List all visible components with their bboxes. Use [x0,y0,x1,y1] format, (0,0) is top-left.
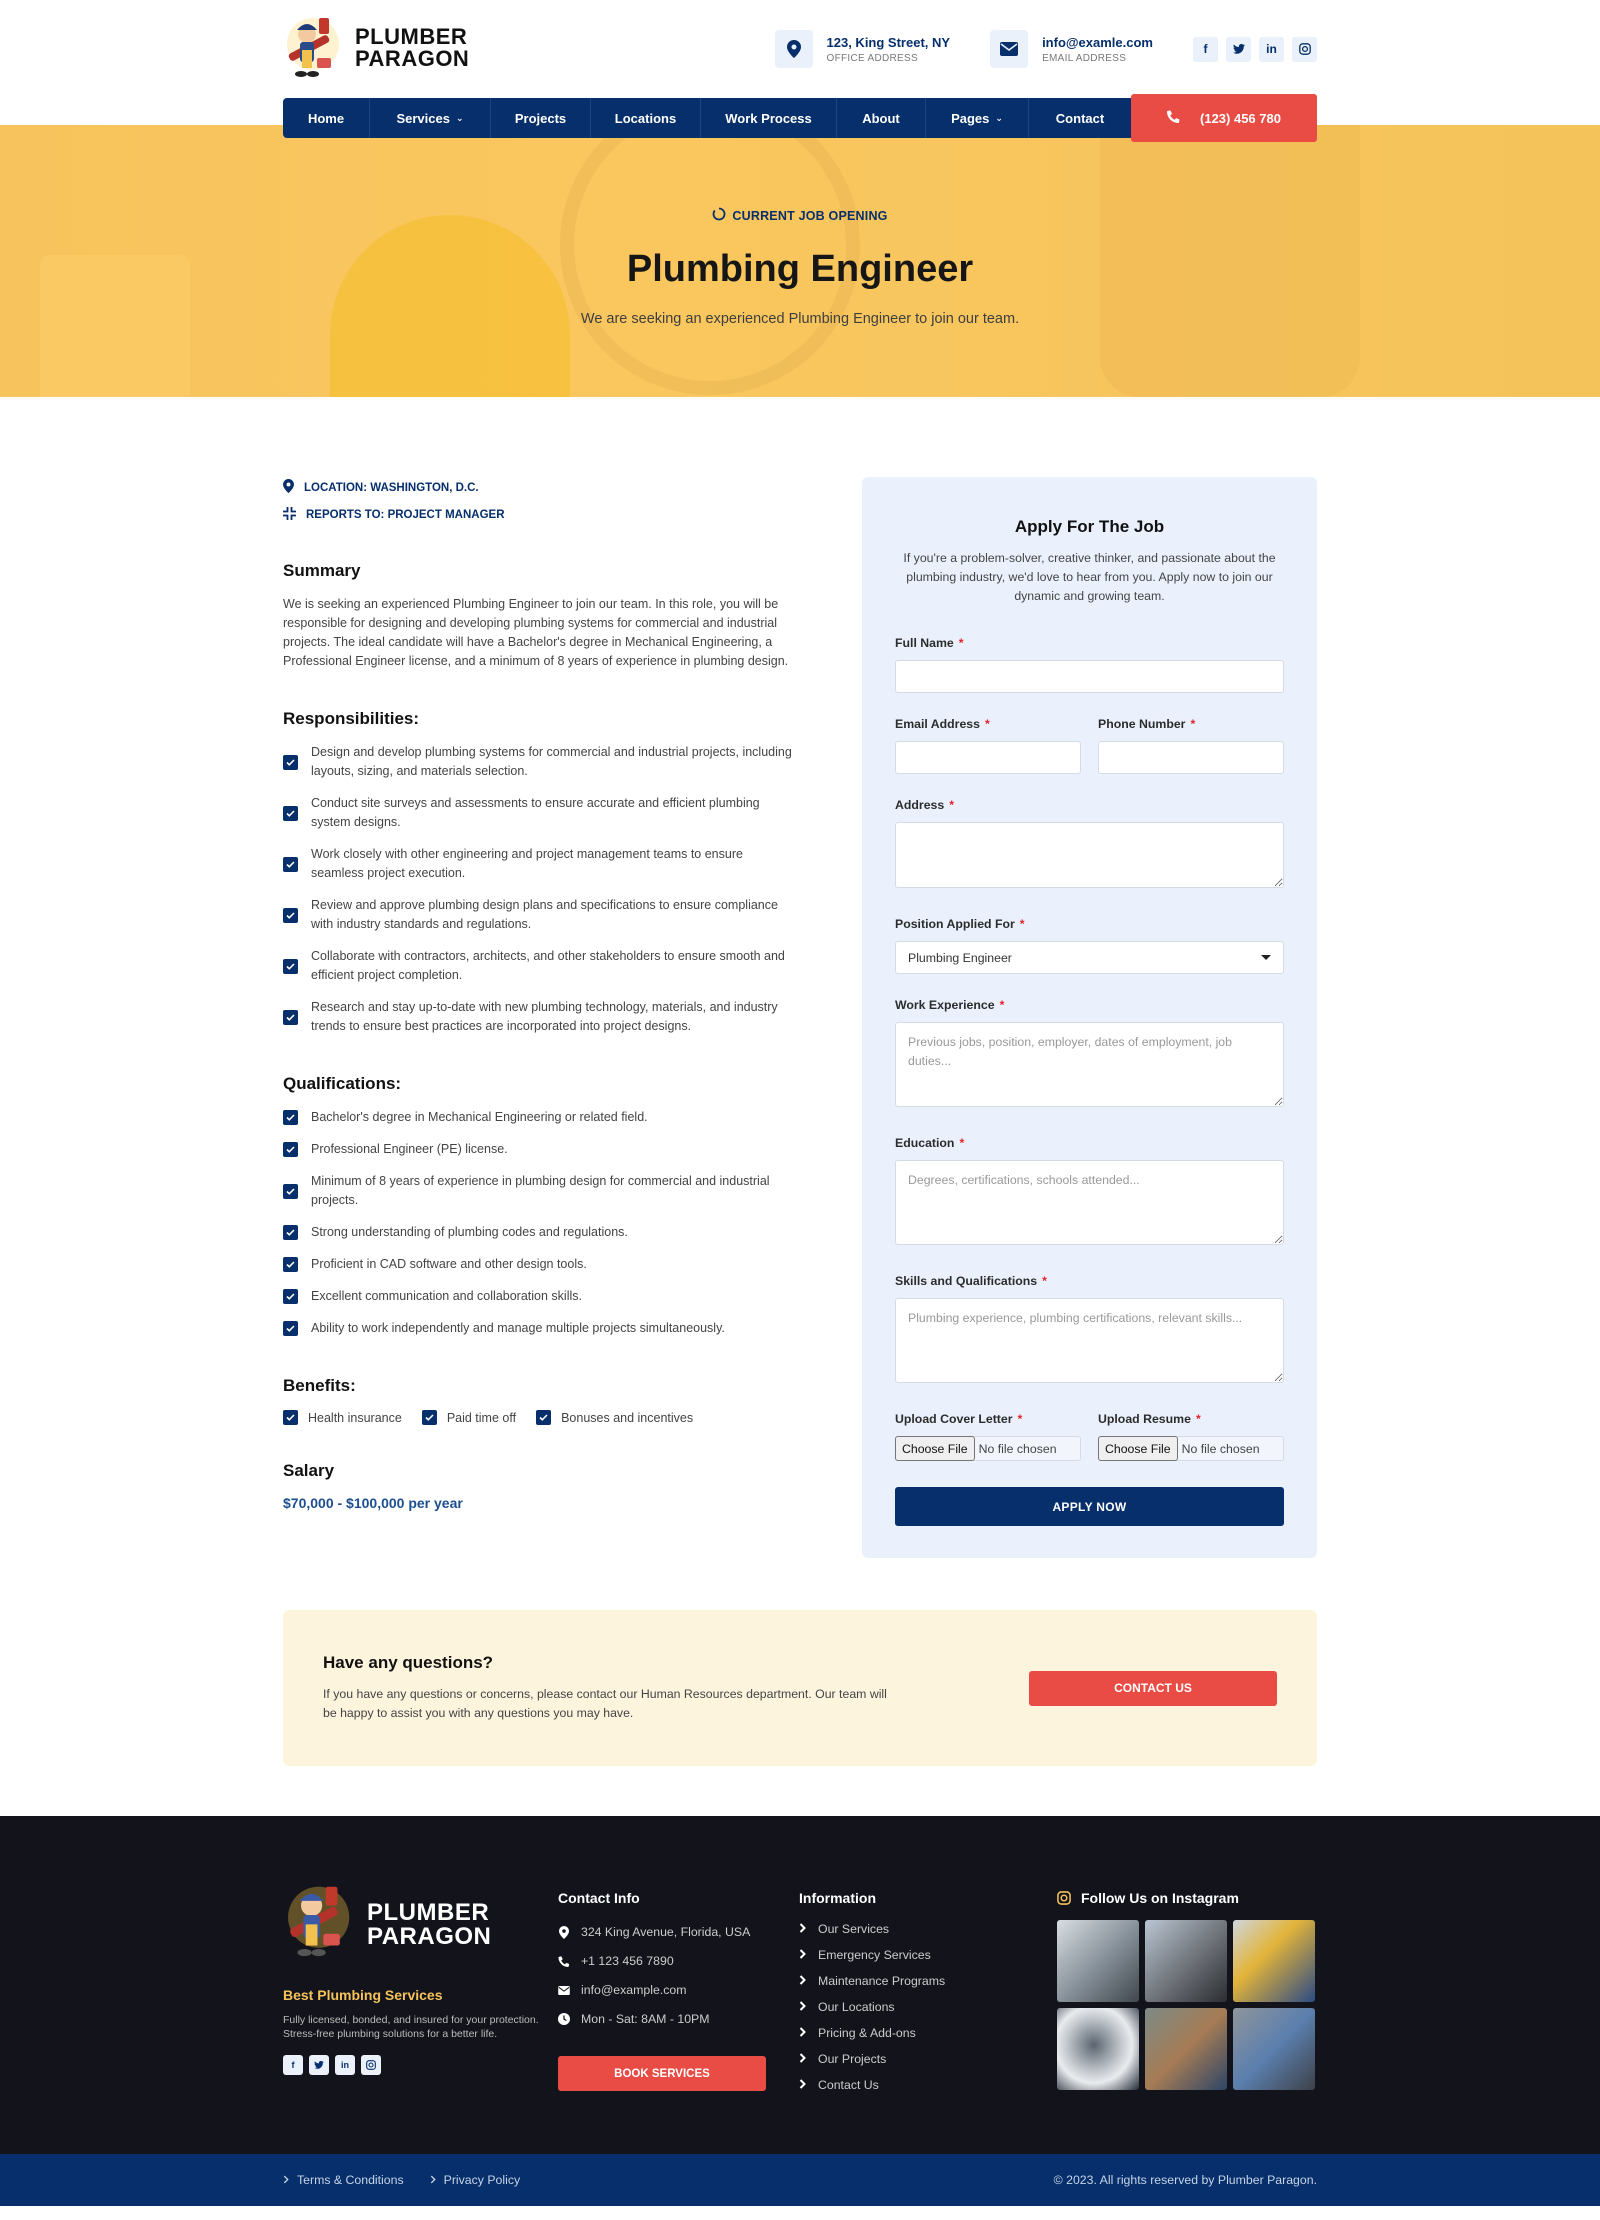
instagram-photo[interactable] [1057,1920,1139,2002]
clock-icon [558,2013,570,2025]
checkbox-checked-icon [283,1225,298,1240]
office-address: 123, King Street, NY OFFICE ADDRESS [775,30,951,68]
salary-value: $70,000 - $100,000 per year [283,1495,463,1511]
checkbox-checked-icon [422,1410,437,1425]
phone-label: Phone Number * [1098,717,1196,731]
experience-label: Work Experience * [895,998,1005,1012]
checkbox-checked-icon [283,1410,298,1425]
instagram-icon [1057,1891,1071,1905]
job-content [283,397,1317,1558]
instagram-gallery [1057,1920,1317,2090]
footer-description: Fully licensed, bonded, and insured for your protection. Stress-free plumbing solutions for a better life. [283,2014,539,2040]
page-title: Plumbing Engineer [626,248,974,290]
plumber-mascot-icon [283,1882,359,1967]
phone-icon [1167,110,1180,126]
summary-text: We is seeking an experienced Plumbing Engineer to join our team. In this role, you will be responsible for designing and developing plumbing systems for commercial and industrial projects. The ideal candidate will have a Bachelor's degree in Mechanical Engineering, a Professional Engineer license, and a minimum of 8 years of experience in plumbing design. [283,597,789,668]
file-status: No file chosen [1181,1441,1260,1456]
terms-link[interactable]: Terms & Conditions [283,2173,404,2187]
salary-heading: Salary [283,1461,335,1480]
hero-banner [0,125,1600,397]
hero-subtitle: We are seeking an experienced Plumbing Engineer to join our team. [580,311,1020,327]
header [283,0,1317,125]
instagram-photo[interactable] [1057,2008,1139,2090]
checkbox-checked-icon [283,1289,298,1304]
footer-link-contact[interactable]: Contact Us [799,2078,1057,2092]
footer-address: 324 King Avenue, Florida, USA [558,1925,799,1939]
form-title: Apply For The Job [1014,517,1165,536]
footer [0,1816,1600,2154]
footer-socials [283,2055,558,2075]
resume-label: Upload Resume * [1098,1412,1201,1426]
twitter-icon[interactable] [309,2055,329,2075]
questions-text: If you have any questions or concerns, please contact our Human Resources department. Our team will be happy to assist you with any questions you may have. [323,1687,887,1720]
footer-link-projects[interactable]: Our Projects [799,2052,1057,2066]
education-label: Education * [895,1136,965,1150]
contact-us-button[interactable]: CONTACT US [1029,1671,1277,1706]
nav-home[interactable]: Home [283,98,370,138]
benefit-item: Bonuses and incentives [536,1410,693,1425]
checkbox-checked-icon [283,1321,298,1336]
list-item: Proficient in CAD software and other design tools. [283,1255,793,1274]
linkedin-icon[interactable]: in [1259,37,1284,62]
summary-heading: Summary [283,561,361,580]
position-label: Position Applied For * [895,917,1025,931]
footer-hours: Mon - Sat: 8AM - 10PM [558,2012,799,2026]
copyright: © 2023. All rights reserved by Plumber Paragon. [1053,2173,1317,2187]
legal-links [283,2173,520,2187]
book-services-button[interactable]: BOOK SERVICES [558,2056,766,2091]
choose-file-button[interactable]: Choose File [1098,1436,1178,1461]
chevron-down-icon: ⌄ [455,112,464,123]
qualifications-list [283,1108,793,1338]
checkbox-checked-icon [283,857,298,872]
full-name-label: Full Name * [895,636,964,650]
skills-label: Skills and Qualifications * [895,1274,1047,1288]
footer-link-maintenance[interactable]: Maintenance Programs [799,1974,1057,1988]
nav-work-process[interactable]: Work Process [701,98,837,138]
instagram-photo[interactable] [1233,2008,1315,2090]
footer-link-our-services[interactable]: Our Services [799,1922,1057,1936]
checkbox-checked-icon [536,1410,551,1425]
chevron-right-icon [283,2173,289,2187]
compress-arrows-icon [283,507,296,523]
phone-input[interactable] [1098,741,1284,774]
chevron-right-icon [799,2000,806,2014]
experience-textarea[interactable] [895,1022,1284,1107]
instagram-heading: Follow Us on Instagram [1057,1890,1317,1906]
phone-call-button[interactable]: (123) 456 780 [1131,94,1317,142]
address-textarea[interactable] [895,822,1284,888]
job-details [283,479,793,1558]
checkbox-checked-icon [283,959,298,974]
list-item: Review and approve plumbing design plans and specifications to ensure compliance with industry standards and regulations. [283,896,793,934]
footer-link-pricing[interactable]: Pricing & Add-ons [799,2026,1057,2040]
qualifications-heading: Qualifications: [283,1074,402,1093]
checkbox-checked-icon [283,1184,298,1199]
footer-brand-name: PLUMBER PARAGON [367,1898,492,1950]
email-label: Email Address * [895,717,990,731]
brand-name: PLUMBER PARAGON [355,24,470,71]
footer-link-emergency[interactable]: Emergency Services [799,1948,1057,1962]
plumber-mascot-icon [283,14,347,82]
header-contact [775,30,1317,68]
position-select[interactable]: Plumbing Engineer [895,941,1284,974]
hero-tag: CURRENT JOB OPENING [712,207,887,224]
nav-locations[interactable]: Locations [591,98,701,138]
chevron-right-icon [799,2078,806,2092]
list-item: Excellent communication and collaboration skills. [283,1287,793,1306]
map-pin-icon [775,30,813,68]
chevron-right-icon [799,1922,806,1936]
nav-bar [283,98,1131,138]
facebook-icon[interactable]: f [283,2055,303,2075]
address-label: Address * [895,798,955,812]
list-item: Bachelor's degree in Mechanical Engineering or related field. [283,1108,793,1127]
list-item: Research and stay up-to-date with new plumbing technology, materials, and industry trends to ensure best practices are incorporated into project designs. [283,998,793,1036]
chevron-right-icon [430,2173,436,2187]
footer-tagline: Best Plumbing Services [283,1987,443,2003]
questions-title: Have any questions? [323,1653,494,1672]
responsibilities-list [283,743,793,1036]
full-name-input[interactable] [895,660,1284,693]
benefits-list [283,1410,793,1425]
chevron-right-icon [799,2026,806,2040]
footer-logo[interactable] [283,1882,558,1967]
loading-circle-icon [712,207,726,224]
job-reports-to: REPORTS TO: PROJECT MANAGER [283,507,793,523]
list-item: Work closely with other engineering and project management teams to ensure seamless project execution. [283,845,793,883]
email-address: info@examle.com EMAIL ADDRESS [990,30,1153,68]
footer-instagram [1057,1882,1317,2092]
checkbox-checked-icon [283,806,298,821]
list-item: Ability to work independently and manage multiple projects simultaneously. [283,1319,793,1338]
linkedin-icon[interactable]: in [335,2055,355,2075]
instagram-photo[interactable] [1145,1920,1227,2002]
checkbox-checked-icon [283,755,298,770]
cover-letter-label: Upload Cover Letter * [895,1412,1023,1426]
responsibilities-heading: Responsibilities: [283,709,420,728]
benefits-heading: Benefits: [283,1376,356,1395]
checkbox-checked-icon [283,1010,298,1025]
nav-projects[interactable]: Projects [491,98,591,138]
list-item: Design and develop plumbing systems for commercial and industrial projects, including layouts, sizing, and materials selection. [283,743,793,781]
footer-contact-info [558,1882,799,2092]
checkbox-checked-icon [283,1110,298,1125]
list-item: Strong understanding of plumbing codes and regulations. [283,1223,793,1242]
chevron-right-icon [799,1974,806,1988]
header-socials [1193,37,1317,62]
bottom-bar [0,2154,1600,2206]
instagram-icon[interactable] [361,2055,381,2075]
footer-email[interactable]: info@example.com [558,1983,799,1997]
information-heading: Information [799,1890,876,1906]
list-item: Professional Engineer (PE) license. [283,1140,793,1159]
nav-services[interactable]: Services ⌄ [370,98,491,138]
benefit-item: Paid time off [422,1410,516,1425]
chevron-right-icon [799,1948,806,1962]
form-description: If you're a problem-solver, creative thinker, and passionate about the plumbing industry, we'd love to hear from you. Apply now to join our dynamic and growing team. [903,551,1276,603]
questions-banner [283,1610,1317,1766]
caret-down-icon [1261,955,1271,960]
instagram-photo[interactable] [1233,1920,1315,2002]
main-navigation [283,98,1317,138]
checkbox-checked-icon [283,1142,298,1157]
map-pin-icon [283,479,294,496]
list-item: Minimum of 8 years of experience in plumbing design for commercial and industrial projects. [283,1172,793,1210]
email-input[interactable] [895,741,1081,774]
brand-logo[interactable] [283,14,469,82]
nav-pages[interactable]: Pages ⌄ [926,98,1029,138]
resume-file-input[interactable] [1098,1436,1284,1461]
map-pin-icon [558,1926,570,1939]
application-form [862,477,1317,1558]
instagram-photo[interactable] [1145,2008,1227,2090]
checkbox-checked-icon [283,1257,298,1272]
chevron-right-icon [799,2052,806,2066]
file-status: No file chosen [978,1441,1057,1456]
education-textarea[interactable] [895,1160,1284,1245]
choose-file-button[interactable]: Choose File [895,1436,975,1461]
contact-info-heading: Contact Info [558,1890,640,1906]
footer-link-locations[interactable]: Our Locations [799,2000,1057,2014]
phone-icon [558,1956,570,1967]
nav-contact[interactable]: Contact [1055,110,1105,126]
footer-information [799,1882,1057,2092]
footer-brand [283,1882,558,2092]
instagram-icon[interactable] [1292,37,1317,62]
benefit-item: Health insurance [283,1410,402,1425]
chevron-down-icon: ⌄ [995,112,1003,123]
footer-phone[interactable]: +1 123 456 7890 [558,1954,799,1968]
checkbox-checked-icon [283,908,298,923]
apply-now-button[interactable]: APPLY NOW [895,1487,1284,1526]
envelope-icon [558,1986,570,1995]
nav-about[interactable]: About [837,98,926,138]
privacy-link[interactable]: Privacy Policy [430,2173,521,2187]
cover-letter-file-input[interactable] [895,1436,1081,1461]
skills-textarea[interactable] [895,1298,1284,1383]
envelope-icon [990,30,1028,68]
list-item: Collaborate with contractors, architects, and other stakeholders to ensure smooth and efficient project completion. [283,947,793,985]
job-location: LOCATION: WASHINGTON, D.C. [283,479,793,496]
twitter-icon[interactable] [1226,37,1251,62]
list-item: Conduct site surveys and assessments to ensure accurate and efficient plumbing system designs. [283,794,793,832]
facebook-icon[interactable]: f [1193,37,1218,62]
